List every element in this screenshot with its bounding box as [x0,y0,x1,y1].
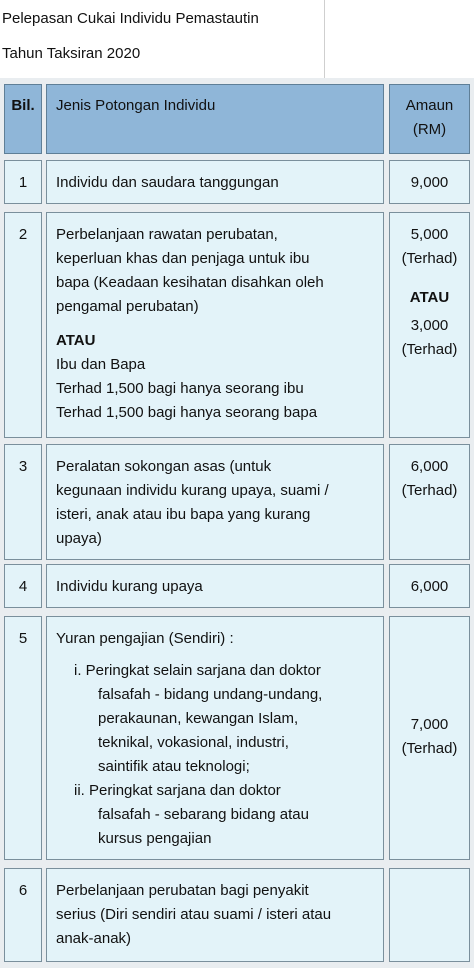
list-item-line: falsafah - sebarang bidang atau [98,806,309,823]
row-5-description [46,616,384,860]
column-header-rm-text: (RM) [412,121,447,138]
row-2-amount-note: (Terhad) [401,341,458,358]
column-header-amaun-text: Amaun [405,97,454,114]
row-4-number: 4 [18,578,28,595]
row-3-amount-value: 6,000 [410,458,449,475]
row-6-desc-line: serius (Diri sendiri atau suami / isteri atau [56,906,332,923]
row-2-amount [389,212,470,438]
list-item-line: Peringkat sarjana dan doktor [89,782,281,799]
row-5-number: 5 [18,630,28,647]
row-5-item-ii [56,779,375,803]
row-2-amount-value: 5,000 [410,226,449,243]
row-1-bil [4,160,42,204]
column-header-jenis-text: Jenis Potongan Individu [56,97,216,114]
document-subtitle: Tahun Taksiran 2020 [2,45,141,62]
column-header-bil-text: Bil. [11,97,35,114]
row-3-desc-line: Peralatan sokongan asas (untuk [56,458,272,475]
row-3-desc-line: isteri, anak atau ibu bapa yang kurang [56,506,311,523]
row-5-amount-note: (Terhad) [401,740,458,757]
row-2-desc-line: bapa (Keadaan kesihatan disahkan oleh [56,274,324,291]
row-2-desc-line: keperluan khas dan penjaga untuk ibu [56,250,310,267]
column-header-jenis [46,84,384,154]
row-2-amount-or: ATAU [409,289,450,306]
row-5-amount [389,616,470,860]
row-3-amount-note: (Terhad) [401,482,458,499]
row-1-description [46,160,384,204]
row-3-number: 3 [18,458,28,475]
row-3-amount [389,444,470,560]
list-item-line: perakaunan, kewangan Islam, [98,710,299,727]
row-1-amount [389,160,470,204]
row-2-amount-value: 3,000 [410,317,449,334]
row-2-amount-note: (Terhad) [401,250,458,267]
row-2-desc-or: ATAU [56,332,96,349]
row-5-desc-title: Yuran pengajian (Sendiri) : [56,630,234,647]
row-3-bil [4,444,42,560]
row-2-desc-line: Terhad 1,500 bagi hanya seorang ibu [56,380,304,397]
row-4-description [46,564,384,608]
list-marker: ii. [74,782,85,799]
row-2-desc-line: Perbelanjaan rawatan perubatan, [56,226,278,243]
row-1-desc-line: Individu dan saudara tanggungan [56,174,279,191]
document-header [0,0,325,78]
row-6-desc-line: anak-anak) [56,930,132,947]
list-item-line: teknikal, vokasional, industri, [98,734,289,751]
row-6-bil [4,868,42,962]
document-title: Pelepasan Cukai Individu Pemastautin [2,10,259,27]
row-6-number: 6 [18,882,28,899]
row-2-number: 2 [18,226,28,243]
list-item-line: saintifik atau teknologi; [98,758,250,775]
list-item-line: falsafah - bidang undang-undang, [98,686,323,703]
row-6-desc-line: Perbelanjaan perubatan bagi penyakit [56,882,309,899]
row-2-bil [4,212,42,438]
row-4-amount-value: 6,000 [410,578,449,595]
row-1-number: 1 [18,174,28,191]
row-6-amount [389,868,470,962]
row-5-item-i [56,659,375,683]
column-header-bil [4,84,42,154]
row-2-desc-line: Ibu dan Bapa [56,356,146,373]
row-3-desc-line: upaya) [56,530,102,547]
row-5-amount-value: 7,000 [410,716,449,733]
row-2-desc-line: pengamal perubatan) [56,298,199,315]
row-4-bil [4,564,42,608]
row-5-bil [4,616,42,860]
list-marker: i. [74,662,82,679]
row-2-desc-line: Terhad 1,500 bagi hanya seorang bapa [56,404,318,421]
row-3-desc-line: kegunaan individu kurang upaya, suami / [56,482,329,499]
column-header-amaun [389,84,470,154]
row-1-amount-value: 9,000 [410,174,449,191]
relief-table [0,78,474,968]
row-4-desc-line: Individu kurang upaya [56,578,203,595]
row-6-description [46,868,384,962]
row-4-amount [389,564,470,608]
row-3-description [46,444,384,560]
list-item-line: kursus pengajian [98,830,212,847]
list-item-line: Peringkat selain sarjana dan doktor [85,662,321,679]
row-2-description [46,212,384,438]
